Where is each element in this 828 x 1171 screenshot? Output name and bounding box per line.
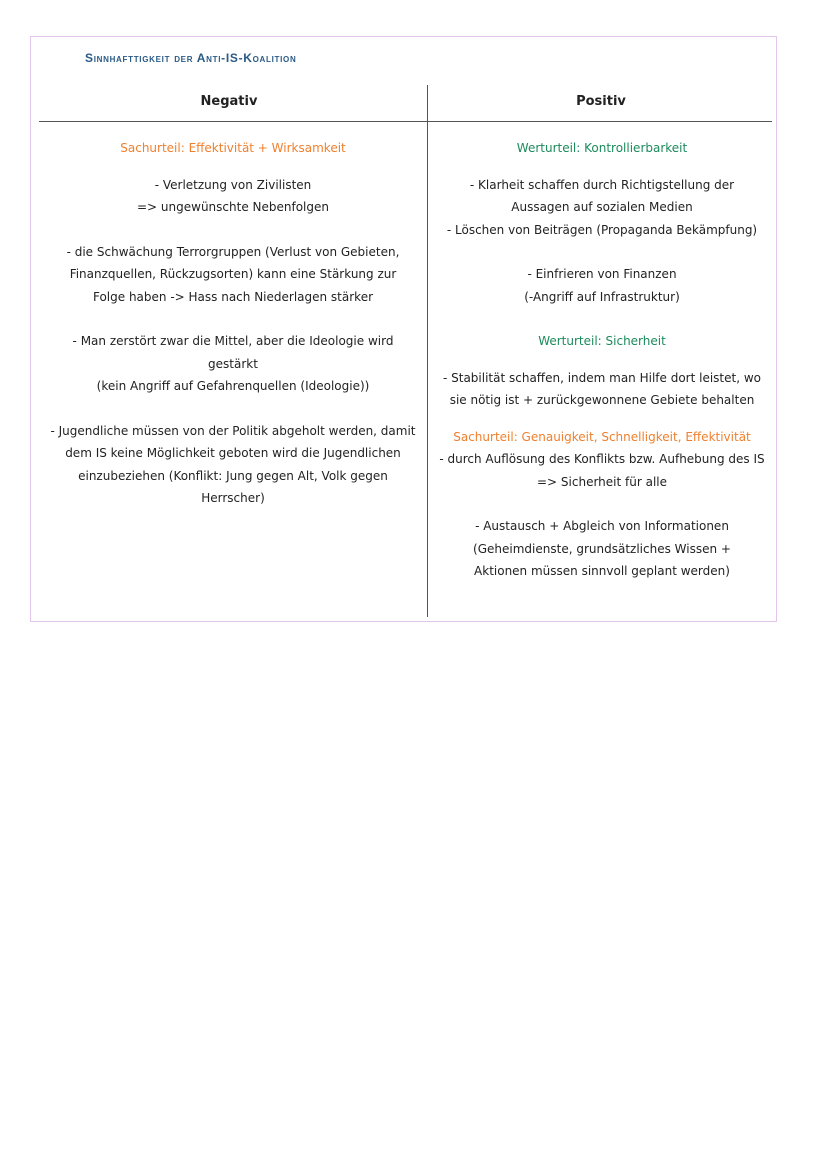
positive-point-line: => Sicherheit für alle [536,474,667,489]
negative-point-line: (kein Angriff auf Gefahrenquellen (Ideologie)) [96,379,370,393]
positive-point-line: - Löschen von Beiträgen (Propaganda Bekämpfung) [446,222,758,237]
positive-sachurteil-heading: Sachurteil: Genauigkeit, Schnelligkeit, Effektivität [453,429,751,444]
negative-point-line: - Man zerstört zwar die Mittel, aber die Ideologie wird gestärkt [72,334,394,371]
positive-point-line: Aktionen müssen sinnvoll geplant werden) [474,564,730,578]
header-divider [39,121,772,122]
negative-column-header: Negativ [200,94,258,109]
positive-point-line: (-Angriff auf Infrastruktur) [524,289,680,304]
negative-column [47,137,419,510]
positive-point-line: Aussagen auf sozialen Medien [511,200,693,214]
positive-werturteil-heading: Werturteil: Sicherheit [538,334,666,348]
positive-column-header: Positiv [576,94,626,109]
negative-point-line: - Verletzung von Zivilisten [154,177,312,192]
positive-column [432,137,772,583]
negative-point-line: einzubeziehen (Konflikt: Jung gegen Alt, Volk gegen Herrscher) [78,468,388,505]
negative-point-line: - Jugendliche müssen von der Politik abgeholt werden, damit [50,423,416,438]
positive-point-line: - Austausch + Abgleich von Informationen [475,519,729,533]
column-divider [427,85,428,617]
document-title: Sinnhafttigkeit der Anti-IS-Koalition [85,51,297,65]
negative-point-line: Finanzquellen, Rückzugsorten) kann eine Stärkung zur [69,267,397,281]
positive-point-line: - Stabilität schaffen, indem man Hilfe dort leistet, wo [442,370,762,385]
negative-point-line: dem IS keine Möglichkeit geboten wird die Jugendlichen [65,446,401,460]
positive-point-line: - Einfrieren von Finanzen [527,267,677,281]
positive-point-line: - Klarheit schaffen durch Richtigstellung der [469,177,735,192]
positive-werturteil-heading: Werturteil: Kontrollierbarkeit [516,141,688,155]
positive-point-line: (Geheimdienste, grundsätzliches Wissen + [473,541,731,556]
positive-point-line: sie nötig ist + zurückgewonnene Gebiete behalten [449,393,755,407]
document-card [30,36,777,622]
negative-point-line: => ungewünschte Nebenfolgen [137,200,329,214]
negative-point-line: - die Schwächung Terrorgruppen (Verlust von Gebieten, [66,244,400,259]
negative-point-line: Folge haben -> Hass nach Niederlagen stärker [92,289,374,304]
negative-sachurteil-heading: Sachurteil: Effektivität + Wirksamkeit [120,141,346,155]
positive-point-line: - durch Auflösung des Konflikts bzw. Aufhebung des IS [439,452,765,466]
